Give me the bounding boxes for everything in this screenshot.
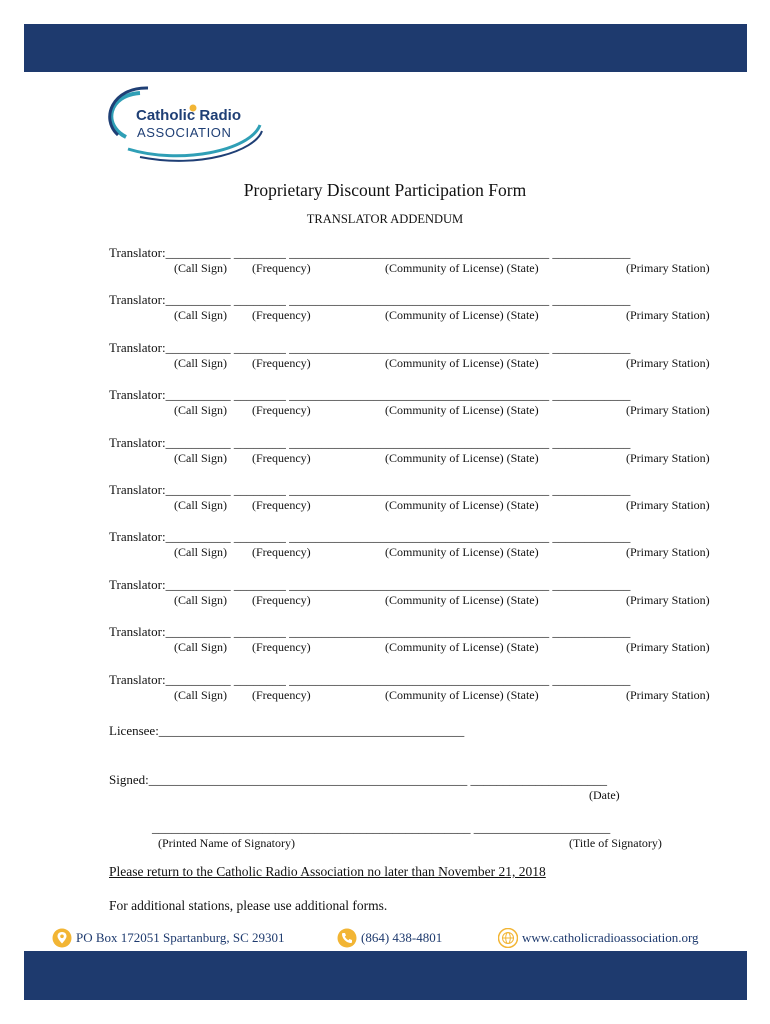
primary-station-label: (Primary Station)	[626, 498, 710, 512]
frequency-label: (Frequency)	[252, 261, 311, 275]
frequency-label: (Frequency)	[252, 545, 311, 560]
form-title: Proprietary Discount Participation Form	[243, 180, 527, 200]
community-of-license-label: (Community of License) (State)	[385, 545, 539, 560]
frequency-label: (Frequency)	[252, 450, 311, 465]
translator-row	[0, 672, 770, 708]
primary-station-label: (Primary Station)	[626, 545, 710, 560]
form-subtitle: TRANSLATOR ADDENDUM	[306, 212, 464, 226]
call-sign-label: (Call Sign)	[174, 545, 227, 560]
frequency-label: (Frequency)	[252, 640, 311, 655]
translator-field[interactable]: Translator:__________ ________ ________________________________________ ____________	[109, 529, 631, 545]
translator-field[interactable]: Translator:__________ ________ ________________________________________ ____________	[109, 387, 631, 403]
translator-field[interactable]: Translator:__________ ________ ________________________________________ ____________	[109, 624, 631, 640]
signature-field[interactable]: Signed:_________________________________________________ _____________________	[109, 772, 607, 787]
printed-name-label: (Printed Name of Signatory)	[158, 836, 295, 850]
community-of-license-label: (Community of License) (State)	[385, 592, 539, 607]
call-sign-label: (Call Sign)	[174, 403, 227, 418]
primary-station-label: (Primary Station)	[626, 355, 710, 370]
frequency-label: (Frequency)	[252, 592, 311, 607]
translator-field[interactable]: Translator:__________ ________ ________________________________________ ____________	[109, 482, 631, 497]
licensee-field[interactable]: Licensee:_______________________________________________	[109, 723, 465, 738]
translator-field[interactable]: Translator:__________ ________ ________________________________________ ____________	[109, 339, 631, 355]
call-sign-label: (Call Sign)	[174, 498, 227, 512]
call-sign-label: (Call Sign)	[174, 450, 227, 465]
translator-field[interactable]: Translator:__________ ________ ________________________________________ ____________	[109, 245, 631, 260]
footer-website[interactable]	[498, 928, 699, 948]
location-pin-icon	[52, 928, 72, 948]
primary-station-label: (Primary Station)	[626, 640, 710, 655]
return-deadline-note: Please return to the Catholic Radio Association no later than November 21, 2018	[109, 864, 546, 879]
frequency-label: (Frequency)	[252, 308, 311, 323]
community-of-license-label: (Community of License) (State)	[385, 640, 539, 655]
translator-row	[0, 245, 770, 281]
printed-name-field[interactable]: _________________________________________________ _____________________	[152, 820, 611, 835]
translator-row	[0, 435, 770, 471]
call-sign-label: (Call Sign)	[174, 592, 227, 607]
translator-row	[0, 292, 770, 328]
phone-text: (864) 438-4801	[361, 930, 443, 945]
title-of-signatory-label: (Title of Signatory)	[569, 836, 662, 850]
primary-station-label: (Primary Station)	[626, 308, 710, 323]
translator-row	[0, 387, 770, 423]
translator-row	[0, 577, 770, 613]
additional-forms-note: For additional stations, please use additional forms.	[109, 898, 388, 913]
frequency-label: (Frequency)	[252, 355, 311, 370]
community-of-license-label: (Community of License) (State)	[385, 687, 539, 702]
phone-icon	[337, 928, 357, 948]
call-sign-label: (Call Sign)	[174, 640, 227, 655]
website-link[interactable]: www.catholicradioassociation.org	[522, 930, 699, 945]
primary-station-label: (Primary Station)	[626, 403, 710, 418]
community-of-license-label: (Community of License) (State)	[385, 355, 539, 370]
translator-row	[0, 340, 770, 376]
catholic-radio-association-logo	[100, 85, 275, 165]
translator-field[interactable]: Translator:__________ ________ ________________________________________ ____________	[109, 576, 631, 592]
frequency-label: (Frequency)	[252, 687, 311, 702]
translator-field[interactable]: Translator:__________ ________ ________________________________________ ____________	[109, 434, 631, 450]
translator-row	[0, 482, 770, 518]
primary-station-label: (Primary Station)	[626, 592, 710, 607]
community-of-license-label: (Community of License) (State)	[385, 403, 539, 418]
logo-text-line1: Catholic Radio	[136, 107, 242, 124]
primary-station-label: (Primary Station)	[626, 261, 710, 275]
address-text: PO Box 172051 Spartanburg, SC 29301	[76, 930, 285, 945]
translator-field[interactable]: Translator:__________ ________ ________________________________________ ____________	[109, 671, 631, 687]
footer-phone[interactable]	[337, 928, 442, 948]
footer-address	[52, 928, 285, 948]
header-band	[24, 24, 747, 72]
footer-band	[24, 951, 747, 1000]
call-sign-label: (Call Sign)	[174, 687, 227, 702]
primary-station-label: (Primary Station)	[626, 450, 710, 465]
primary-station-label: (Primary Station)	[626, 687, 710, 702]
translator-row	[0, 529, 770, 565]
translator-row	[0, 624, 770, 660]
frequency-label: (Frequency)	[252, 498, 311, 512]
community-of-license-label: (Community of License) (State)	[385, 498, 539, 512]
frequency-label: (Frequency)	[252, 403, 311, 418]
community-of-license-label: (Community of License) (State)	[385, 450, 539, 465]
date-label: (Date)	[589, 788, 620, 802]
call-sign-label: (Call Sign)	[174, 355, 227, 370]
translator-field[interactable]: Translator:__________ ________ ________________________________________ ____________	[109, 292, 631, 308]
logo-text-line2: ASSOCIATION	[137, 125, 232, 140]
community-of-license-label: (Community of License) (State)	[385, 308, 539, 323]
globe-icon	[498, 928, 518, 948]
call-sign-label: (Call Sign)	[174, 261, 227, 275]
call-sign-label: (Call Sign)	[174, 308, 227, 323]
community-of-license-label: (Community of License) (State)	[385, 261, 539, 275]
